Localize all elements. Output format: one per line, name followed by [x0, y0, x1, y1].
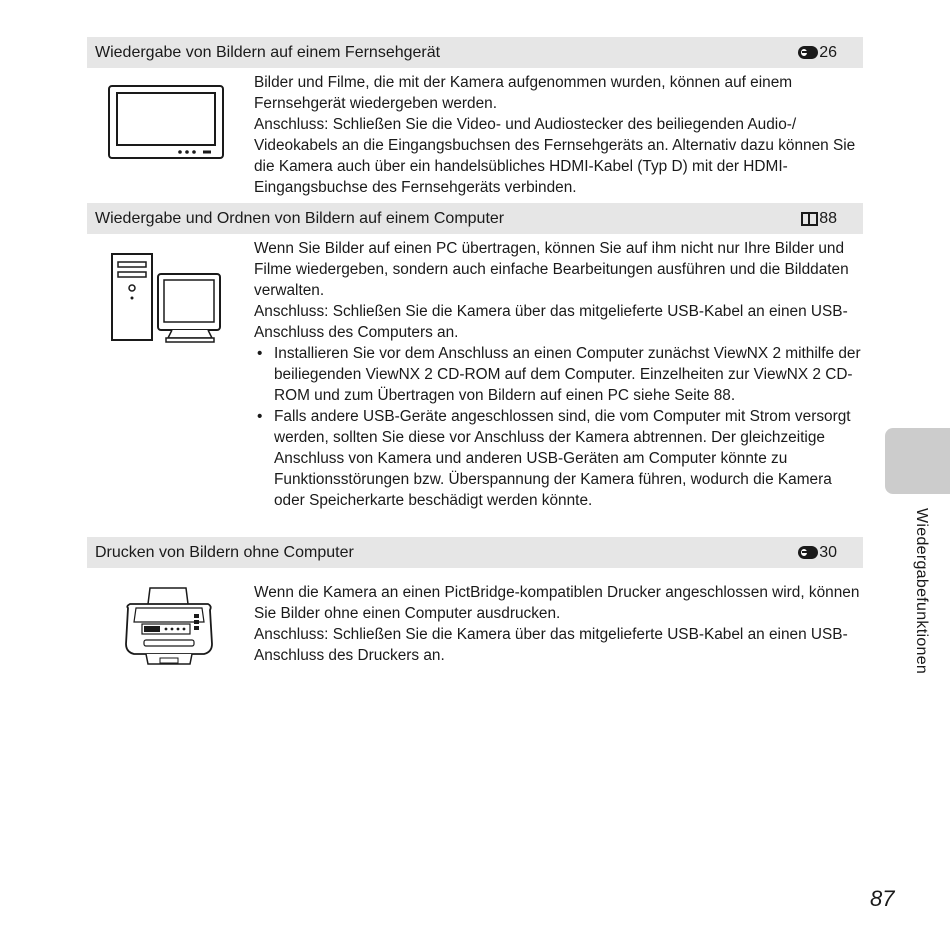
section-title: Wiedergabe und Ordnen von Bildern auf einem Computer — [95, 209, 505, 227]
bullet-marker: • — [257, 408, 263, 425]
reference-page: 26 — [819, 43, 837, 61]
paragraph: Bilder und Filme, die mit der Kamera aufgenommen wurden, können auf einem Fernsehgerät wiedergeben werden. — [254, 74, 793, 112]
list-item — [254, 406, 862, 511]
paragraph: Anschluss: Schließen Sie die Kamera über das mitgelieferte USB-Kabel an einen USB-Anschluss des Druckers an. — [254, 626, 848, 664]
section-reference — [798, 44, 837, 62]
paragraph: Anschluss: Schließen Sie die Kamera über das mitgelieferte USB-Kabel an einen USB-Anschluss des Computers an. — [254, 303, 848, 341]
e-reference-icon — [798, 546, 818, 559]
computer-illustration — [110, 252, 222, 344]
list-item — [254, 343, 862, 406]
list-item-text: Falls andere USB-Geräte angeschlossen sind, die vom Computer mit Strom versorgt werden, sollten Sie diese vor Anschluss der Kamera abtrennen. Der gleichzeitige Anschluss von Kamera und anderen USB-Geräten am Computer könnte zu Funktionsstörungen bzw. Überspannung der Kamera führen, wodurch die Kamera oder Speicherkarte beschädigt werden könnte. — [274, 408, 851, 509]
e-reference-icon — [798, 46, 818, 59]
paragraph: Anschluss: Schließen Sie die Video- und Audiostecker des beiliegenden Audio-/ Videokabels an die Eingangsbuchsen des Fernsehgeräts an. Alternativ dazu können Sie die Kamera auch über ein handelsübliches HDMI-Kabel (Typ D) mit der HDMI-Eingangsbuchse des Fernsehgeräts verbinden. — [254, 116, 856, 196]
section-title: Wiedergabe von Bildern auf einem Fernsehgerät — [95, 43, 441, 61]
section-header-computer — [87, 203, 863, 234]
reference-page: 88 — [819, 209, 837, 227]
section-body-computer — [254, 238, 862, 511]
section-body-tv — [254, 72, 862, 198]
section-reference — [798, 544, 837, 562]
reference-page: 30 — [819, 543, 837, 561]
paragraph: Wenn die Kamera an einen PictBridge-kompatiblen Drucker angeschlossen wird, können Sie Bilder ohne einen Computer ausdrucken. — [254, 584, 860, 622]
section-body-printer — [254, 582, 862, 666]
section-reference — [801, 210, 837, 228]
list-item-text: Installieren Sie vor dem Anschluss an einen Computer zunächst ViewNX 2 mithilfe der beiliegenden ViewNX 2 CD-ROM auf dem Computer. Einzelheiten zur ViewNX 2 CD-ROM und zum Übertragen von Bildern auf einen PC siehe Seite 88. — [274, 345, 861, 404]
section-header-printer — [87, 537, 863, 568]
chapter-label: Wiedergabefunktionen — [913, 508, 930, 675]
bullet-marker: • — [257, 345, 263, 362]
section-header-tv — [87, 37, 863, 68]
bullet-list — [254, 343, 862, 511]
book-reference-icon — [801, 212, 818, 226]
section-title: Drucken von Bildern ohne Computer — [95, 543, 354, 561]
television-illustration — [107, 84, 225, 160]
paragraph: Wenn Sie Bilder auf einen PC übertragen, können Sie auf ihm nicht nur Ihre Bilder und Filme wiedergeben, sondern auch einfache Bearbeitungen ausführen und die Bilddaten verwalten. — [254, 240, 849, 299]
printer-illustration — [122, 586, 216, 668]
page-number: 87 — [870, 886, 895, 911]
chapter-tab — [885, 428, 950, 494]
